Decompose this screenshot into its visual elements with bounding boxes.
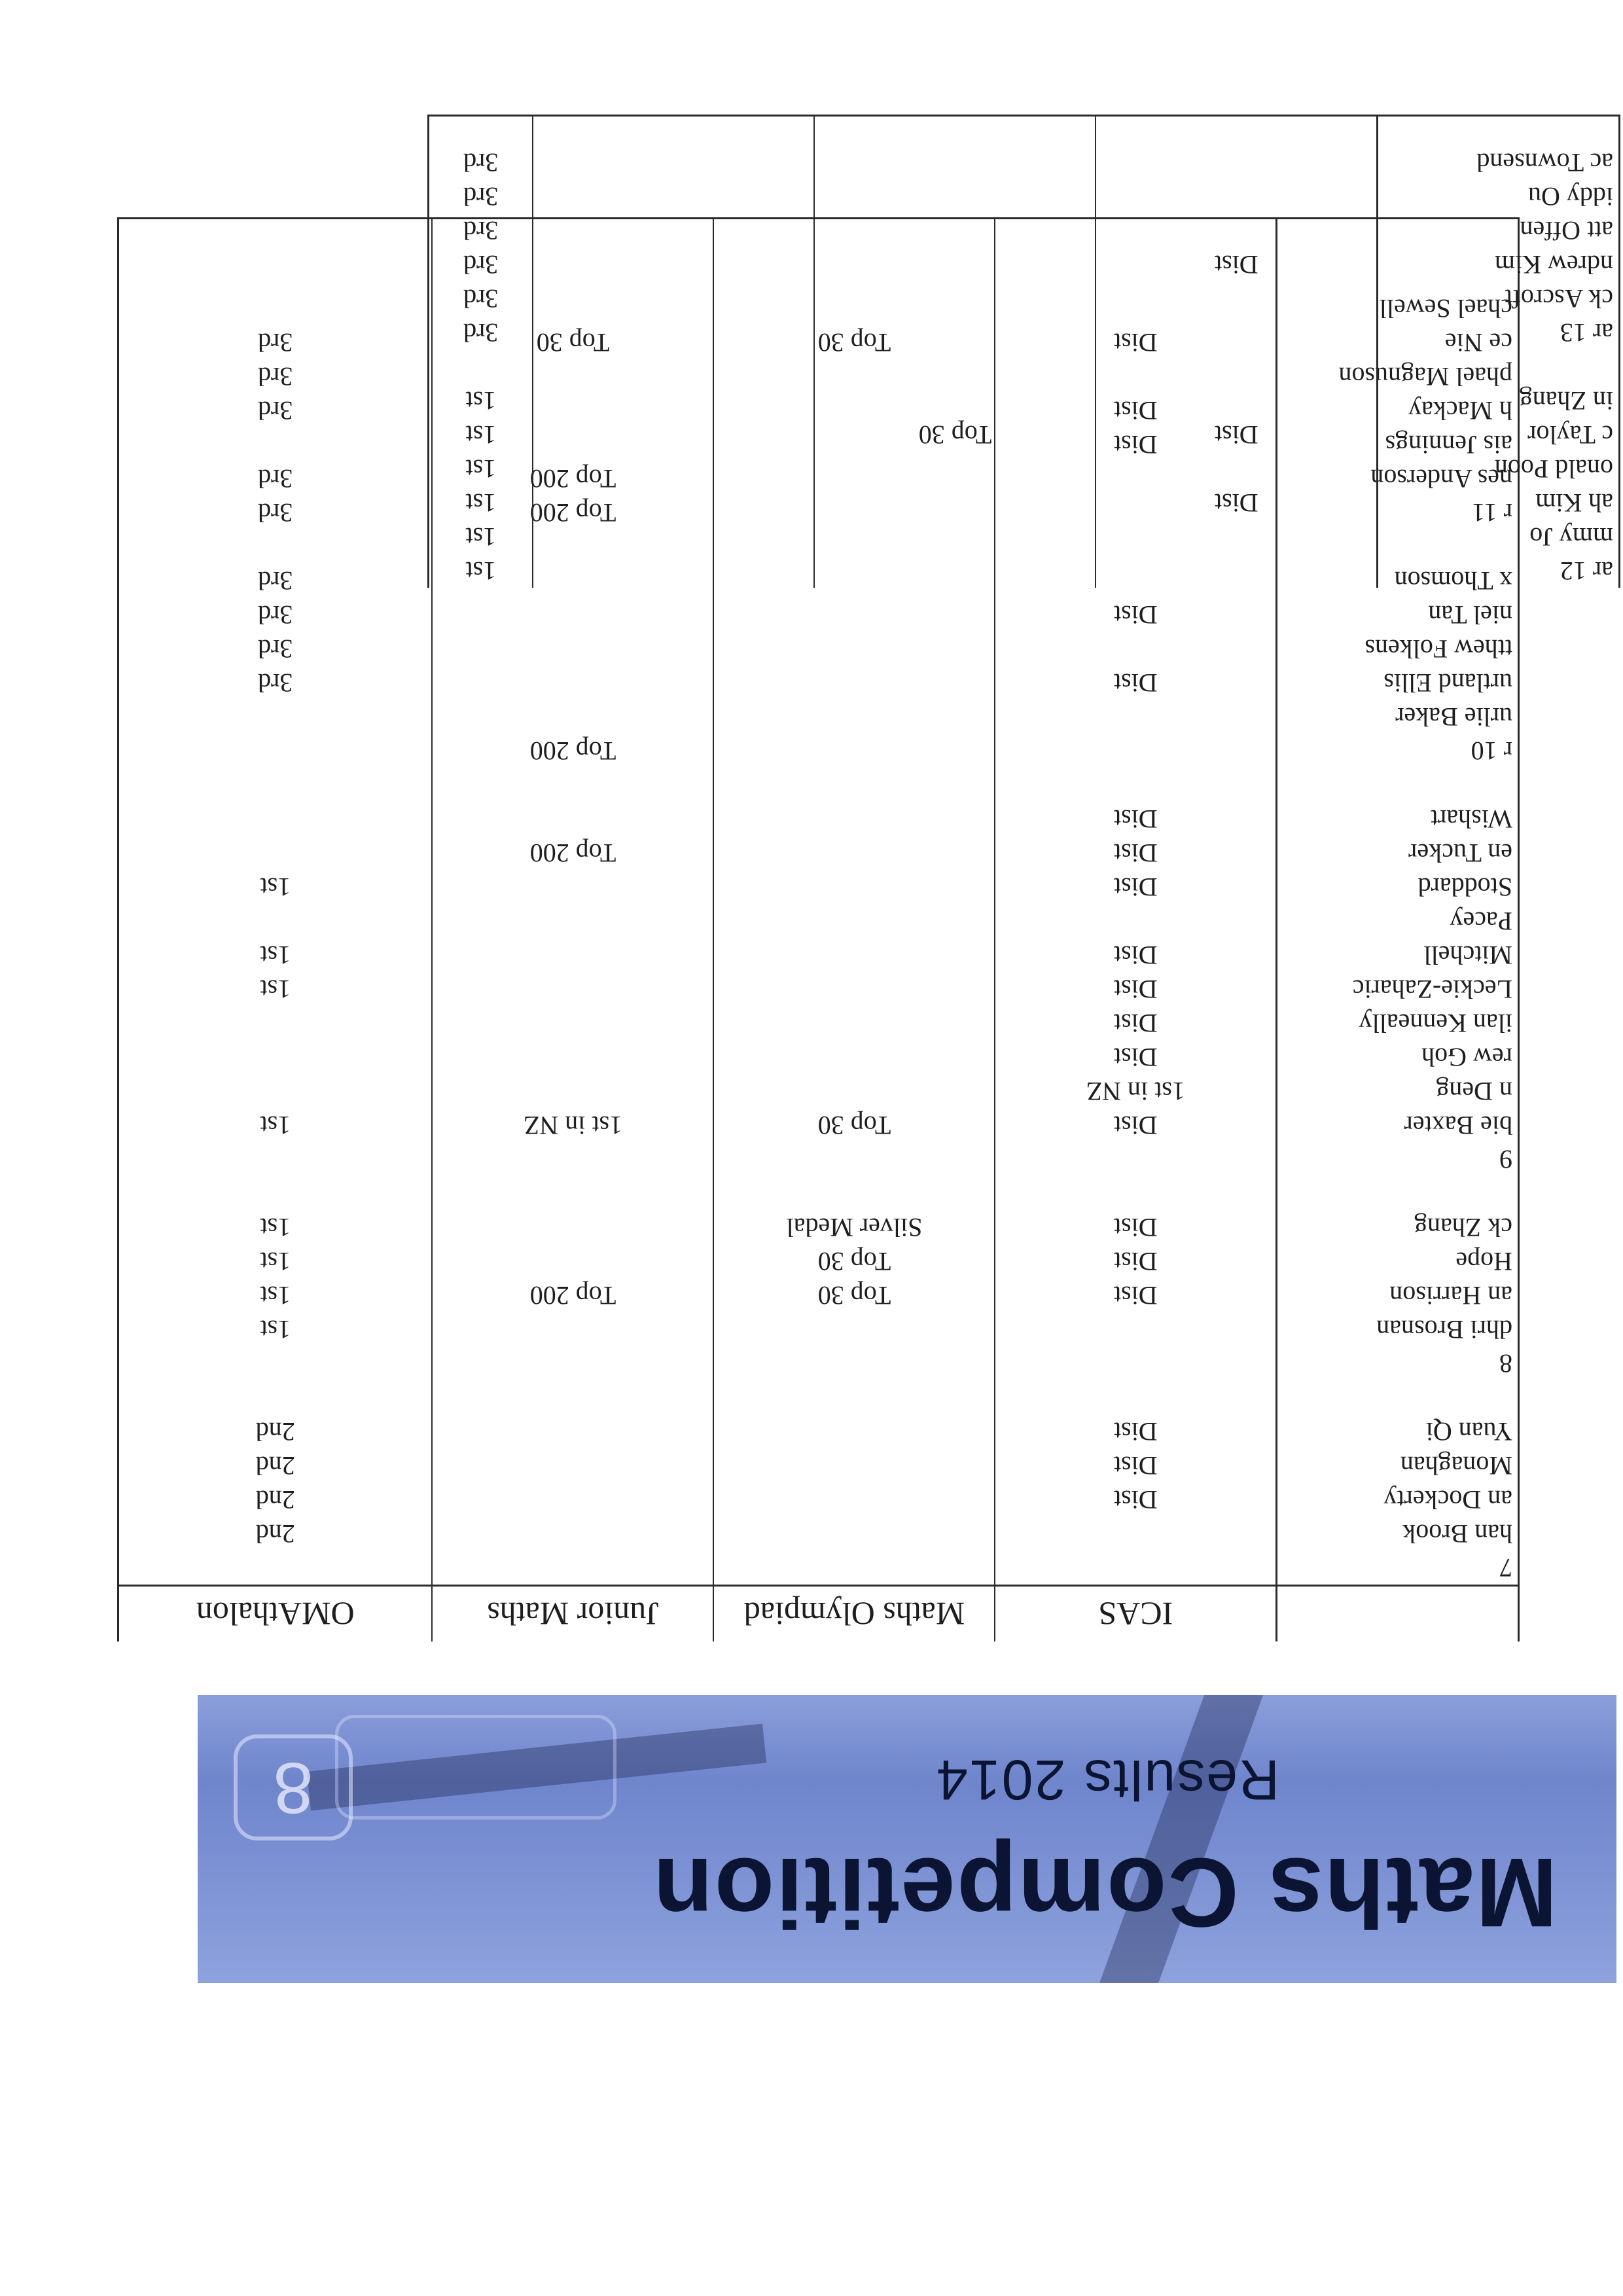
icas-result: Dist <box>1113 1485 1158 1515</box>
junior-result <box>534 486 814 520</box>
olympiad-result <box>815 247 1096 281</box>
junior-result <box>534 350 814 384</box>
olympiad-result <box>815 350 1096 384</box>
omathalon-result <box>119 768 432 802</box>
olympiad-result <box>715 938 995 972</box>
junior-result <box>433 768 713 802</box>
icas-result: Dist <box>1113 804 1158 834</box>
junior-result <box>534 179 814 213</box>
icas-result: Dist <box>1113 328 1158 357</box>
junior-result <box>433 802 713 836</box>
icas-result: Dist <box>1113 396 1158 425</box>
omathalon-result: 3rd <box>258 498 293 528</box>
junior-result <box>433 1516 713 1551</box>
omathalon-result: 2nd <box>255 1451 295 1480</box>
icas-result <box>996 904 1276 938</box>
olympiad-result <box>715 598 995 632</box>
omathalon-result: 3rd <box>258 634 293 664</box>
omathalon-result: 2nd <box>255 1519 295 1549</box>
student-name: urlie Baker <box>1395 702 1512 732</box>
junior-column-header: Junior Maths <box>433 1586 714 1642</box>
omathalon-result: 1st <box>260 872 291 902</box>
olympiad-result <box>715 870 995 904</box>
junior-result <box>433 1040 713 1074</box>
student-name: han Brook <box>1402 1519 1512 1549</box>
omathalon-result: 3rd <box>258 600 293 630</box>
icas-result <box>1097 281 1377 315</box>
icas-result: Dist <box>1113 872 1158 902</box>
student-name <box>1277 1380 1518 1414</box>
olympiad-result <box>715 1040 995 1074</box>
olympiad-result <box>715 802 995 836</box>
junior-result <box>534 315 814 350</box>
icas-column-header: ICAS <box>995 1586 1277 1642</box>
olympiad-result <box>815 281 1096 315</box>
olympiad-result <box>715 972 995 1006</box>
junior-result <box>433 1312 713 1346</box>
olympiad-result <box>715 1006 995 1040</box>
student-name: Hope <box>1455 1247 1512 1276</box>
omathalon-result: 3rd <box>463 216 499 245</box>
olympiad-result <box>715 1176 995 1210</box>
student-name: Yuan Qi <box>1425 1417 1512 1446</box>
results-table-years-12-13 <box>427 115 1620 588</box>
junior-result <box>433 598 713 632</box>
olympiad-result: Silver Medal <box>786 1213 923 1242</box>
omathalon-result: 1st <box>260 1213 291 1242</box>
junior-result <box>433 1006 713 1040</box>
junior-result: Top 200 <box>529 736 616 766</box>
student-name <box>1277 1176 1518 1210</box>
olympiad-result <box>815 520 1096 554</box>
icas-result <box>996 1516 1276 1551</box>
student-name: en Tucker <box>1408 838 1512 868</box>
page-subtitle: Results 2014 <box>935 1748 1279 1811</box>
icas-result: Dist <box>1113 1213 1158 1242</box>
junior-result <box>433 1380 713 1414</box>
student-name: ilan Kenneally <box>1359 1009 1512 1038</box>
omathalon-result <box>119 1551 432 1585</box>
icas-result: Dist <box>1113 838 1158 868</box>
student-name: an Dockerty <box>1383 1485 1512 1515</box>
junior-result <box>433 1448 713 1482</box>
icas-result <box>1097 384 1377 418</box>
icas-result: 1st in NZ <box>1086 1077 1185 1106</box>
omathalon-result <box>119 802 432 836</box>
olympiad-result <box>715 1414 995 1448</box>
omathalon-result: 1st <box>465 386 497 416</box>
junior-result: Top 30 <box>536 328 610 357</box>
omathalon-result: 1st <box>465 522 497 552</box>
omathalon-result: 1st <box>465 454 497 484</box>
junior-result <box>433 632 713 666</box>
student-name: att Offen <box>1520 216 1613 245</box>
junior-result <box>433 1414 713 1448</box>
omathalon-column <box>429 116 533 588</box>
omathalon-result: 3rd <box>258 362 293 391</box>
olympiad-result: Top 30 <box>817 328 891 357</box>
student-name: x Thomson <box>1394 566 1512 596</box>
student-name: n Deng <box>1436 1077 1512 1106</box>
junior-result <box>534 384 814 418</box>
student-name: ac Townsend <box>1476 148 1613 177</box>
junior-result <box>433 870 713 904</box>
icas-result <box>996 1346 1276 1380</box>
omathalon-result: 3rd <box>258 566 293 596</box>
omathalon-result <box>119 529 432 564</box>
student-name: chael Sewell <box>1379 294 1512 323</box>
calculator-key-icon: 8 <box>234 1734 353 1840</box>
olympiad-result: Top 30 <box>817 1281 891 1310</box>
olympiad-result <box>715 1142 995 1176</box>
icas-result <box>1097 520 1377 554</box>
olympiad-result <box>815 213 1096 247</box>
olympiad-result <box>715 1346 995 1380</box>
student-name: ndrew Kim <box>1494 250 1613 279</box>
omathalon-result: 3rd <box>463 318 499 348</box>
omathalon-result <box>119 836 432 870</box>
omathalon-result: 1st <box>260 1111 291 1140</box>
student-name: ck Ascroft <box>1505 284 1613 314</box>
student-name: tthew Folkens <box>1364 634 1512 664</box>
omathalon-result <box>119 734 432 768</box>
junior-result <box>534 145 814 179</box>
omathalon-result <box>119 291 432 325</box>
icas-result: Dist <box>1113 1281 1158 1310</box>
student-name: r 10 <box>1471 736 1512 766</box>
icas-result: Dist <box>1214 420 1258 450</box>
student-name: bie Baxter <box>1404 1111 1512 1140</box>
olympiad-result <box>715 666 995 700</box>
olympiad-result <box>815 486 1096 520</box>
olympiad-column-header: Maths Olympiad <box>714 1586 995 1642</box>
olympiad-result <box>815 452 1096 486</box>
olympiad-result: Top 30 <box>817 1111 891 1140</box>
icas-result <box>996 1176 1276 1210</box>
omathalon-result: 2nd <box>255 1485 295 1515</box>
junior-result <box>433 666 713 700</box>
student-name: iddy Ou <box>1528 182 1613 211</box>
olympiad-result <box>715 1380 995 1414</box>
icas-result <box>996 1312 1276 1346</box>
omathalon-result: 1st <box>260 975 291 1004</box>
names-column <box>1378 116 1620 588</box>
icas-result <box>996 1380 1276 1414</box>
omathalon-result <box>119 1142 432 1176</box>
junior-result: Top 200 <box>529 464 616 493</box>
olympiad-result <box>715 1074 995 1108</box>
omathalon-result <box>119 904 432 938</box>
student-name: Stoddard <box>1418 872 1512 902</box>
olympiad-result <box>715 1312 995 1346</box>
olympiad-result <box>715 734 995 768</box>
junior-result <box>534 213 814 247</box>
olympiad-result <box>815 315 1096 350</box>
omathalon-result: 3rd <box>463 148 499 177</box>
omathalon-result <box>119 427 432 461</box>
student-name: mmy Jo <box>1529 522 1613 552</box>
omathalon-result <box>119 1040 432 1074</box>
junior-result <box>433 1482 713 1516</box>
student-name: ck Zhang <box>1414 1213 1512 1242</box>
junior-result <box>433 1142 713 1176</box>
student-name: ar 12 <box>1560 556 1613 586</box>
omathalon-result <box>429 350 533 384</box>
icas-result: Dist <box>1113 975 1158 1004</box>
icas-result: Dist <box>1113 1247 1158 1276</box>
junior-result <box>534 554 814 588</box>
junior-result <box>534 418 814 452</box>
student-name <box>1277 768 1518 802</box>
olympiad-result <box>815 554 1096 588</box>
student-name: an Harrison <box>1389 1281 1512 1310</box>
icas-result: Dist <box>1113 1111 1158 1140</box>
olympiad-result <box>715 700 995 734</box>
omathalon-result <box>119 700 432 734</box>
junior-result <box>534 452 814 486</box>
omathalon-result: 1st <box>465 556 497 586</box>
student-name: ar 13 <box>1560 318 1613 348</box>
icas-result: Dist <box>1113 1417 1158 1446</box>
omathalon-result <box>119 1176 432 1210</box>
junior-result <box>433 938 713 972</box>
icas-result <box>996 1142 1276 1176</box>
student-name: h Mackay <box>1408 396 1512 425</box>
student-name: Monaghan <box>1400 1451 1512 1480</box>
junior-result <box>433 1551 713 1585</box>
junior-result: 1st in NZ <box>523 1111 623 1140</box>
name-column-header <box>1277 1586 1519 1642</box>
omathalon-result <box>119 1074 432 1108</box>
icas-result <box>1097 554 1377 588</box>
student-name: in Zhang <box>1519 386 1613 416</box>
olympiad-result <box>715 1551 995 1585</box>
olympiad-result <box>815 145 1096 179</box>
olympiad-result <box>815 384 1096 418</box>
omathalon-result: 1st <box>465 420 497 450</box>
student-name: ah Kim <box>1535 488 1613 518</box>
junior-result <box>433 1210 713 1244</box>
omathalon-result: 3rd <box>463 182 499 211</box>
icas-result: Dist <box>1113 941 1158 970</box>
olympiad-result <box>715 836 995 870</box>
omathalon-result: 3rd <box>463 284 499 314</box>
omathalon-result: 3rd <box>258 464 293 493</box>
olympiad-column <box>815 116 1096 588</box>
omathalon-result <box>119 1006 432 1040</box>
omathalon-result: 3rd <box>258 396 293 425</box>
student-name: c Taylor <box>1527 420 1613 450</box>
icas-result <box>1097 350 1377 384</box>
olympiad-result <box>715 632 995 666</box>
junior-result: Top 200 <box>529 1281 616 1310</box>
omathalon-result: 1st <box>260 1281 291 1310</box>
omathalon-result <box>119 1380 432 1414</box>
junior-result <box>534 520 814 554</box>
student-name: 7 <box>1499 1553 1512 1583</box>
junior-result: Top 200 <box>529 838 616 868</box>
student-name: ce Nie <box>1444 328 1512 357</box>
icas-result <box>996 632 1276 666</box>
olympiad-result: Top 30 <box>918 420 992 450</box>
omathalon-column <box>118 219 433 1586</box>
junior-result: Top 200 <box>529 498 616 528</box>
omathalon-result: 1st <box>260 1247 291 1276</box>
student-name: rew Goh <box>1421 1043 1512 1072</box>
olympiad-result: Top 30 <box>817 1247 891 1276</box>
omathalon-result <box>119 1346 432 1380</box>
icas-result <box>996 734 1276 768</box>
junior-result <box>433 1074 713 1108</box>
icas-result: Dist <box>1214 250 1258 279</box>
student-name: niel Tan <box>1428 600 1512 630</box>
icas-result <box>1097 315 1377 350</box>
icas-result <box>996 1551 1276 1585</box>
omathalon-result: 3rd <box>258 668 293 698</box>
icas-column <box>1096 116 1378 588</box>
olympiad-result <box>715 904 995 938</box>
student-name: Leckie-Zaharic <box>1352 975 1512 1004</box>
icas-result: Dist <box>1113 1043 1158 1072</box>
junior-result <box>534 281 814 315</box>
student-name: nes Anderson <box>1370 464 1512 493</box>
junior-result <box>433 904 713 938</box>
student-name: 8 <box>1499 1349 1512 1378</box>
junior-result <box>433 1244 713 1278</box>
olympiad-result <box>715 768 995 802</box>
icas-result: Dist <box>1113 1009 1158 1038</box>
student-name: dhri Brosnan <box>1376 1315 1512 1344</box>
icas-result <box>1097 213 1377 247</box>
junior-result <box>534 247 814 281</box>
olympiad-result <box>715 1448 995 1482</box>
icas-result <box>1097 452 1377 486</box>
icas-result <box>996 768 1276 802</box>
student-name: Pacey <box>1450 906 1512 936</box>
omathalon-result: 1st <box>260 1315 291 1344</box>
omathalon-column-header: OMAthalon <box>118 1586 433 1642</box>
student-name: r 11 <box>1472 498 1512 528</box>
icas-result <box>996 700 1276 734</box>
student-name: ais Jennings <box>1385 430 1512 459</box>
student-name <box>1378 350 1618 384</box>
icas-result: Dist <box>1113 430 1158 459</box>
omathalon-result: 3rd <box>463 250 499 279</box>
olympiad-result <box>815 179 1096 213</box>
student-name: 9 <box>1499 1145 1512 1174</box>
omathalon-result: 1st <box>465 488 497 518</box>
student-name: Mitchell <box>1423 941 1512 970</box>
student-name: Wishart <box>1430 804 1512 834</box>
icas-result <box>1097 179 1377 213</box>
title-banner <box>198 1695 1616 1983</box>
olympiad-result <box>715 1482 995 1516</box>
student-name: onald Poon <box>1494 454 1613 484</box>
junior-column <box>533 116 815 588</box>
olympiad-result <box>715 1516 995 1551</box>
junior-result <box>433 972 713 1006</box>
icas-result: Dist <box>1113 600 1158 630</box>
junior-result <box>433 1176 713 1210</box>
icas-result: Dist <box>1113 668 1158 698</box>
junior-result <box>433 700 713 734</box>
omathalon-result: 1st <box>260 941 291 970</box>
omathalon-result: 3rd <box>258 328 293 357</box>
student-name: phael Magnuson <box>1338 362 1512 391</box>
keyboard-key-shape <box>335 1715 616 1820</box>
junior-result <box>433 1346 713 1380</box>
icas-result <box>1097 145 1377 179</box>
student-name: urtland Ellis <box>1383 668 1512 698</box>
icas-result: Dist <box>1214 488 1258 518</box>
omathalon-result: 2nd <box>255 1417 295 1446</box>
icas-result: Dist <box>1113 1451 1158 1480</box>
page-title: Maths Competition <box>652 1838 1558 1948</box>
